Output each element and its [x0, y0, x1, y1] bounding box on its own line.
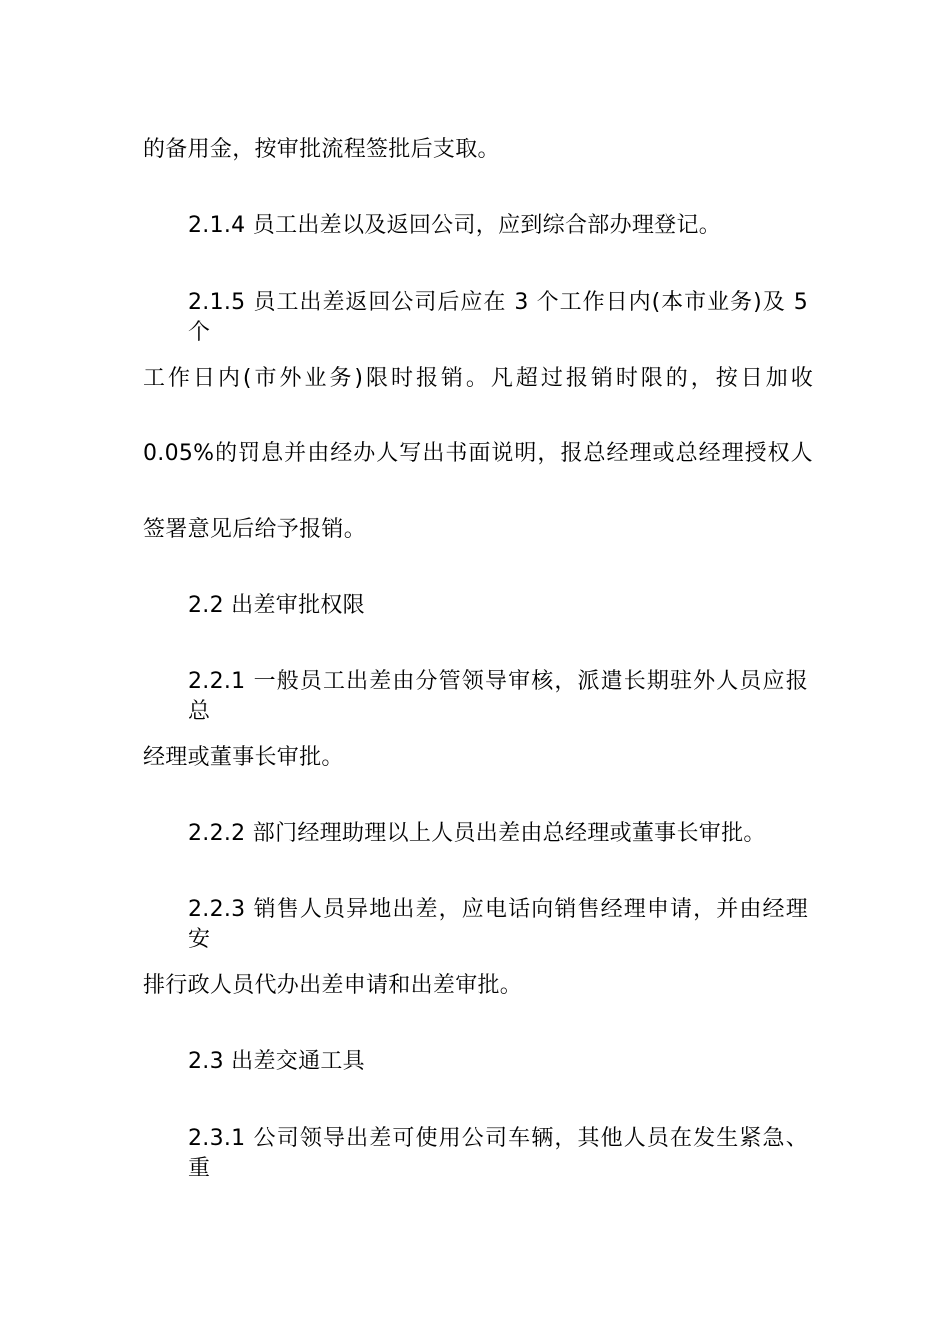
paragraph-line: 排行政人员代办出差申请和出差审批。 — [143, 973, 523, 998]
paragraph-line: 0.05%的罚息并由经办人写出书面说明，报总经理或总经理授权人 — [143, 441, 813, 466]
paragraph-line: 工作日内(市外业务)限时报销。凡超过报销时限的，按日加收 — [143, 366, 813, 391]
paragraph-line: 2.2.2 部门经理助理以上人员出差由总经理或董事长审批。 — [188, 821, 766, 846]
paragraph-line: 2.2.3 销售人员异地出差，应电话向销售经理申请，并由经理安 — [188, 897, 808, 952]
paragraph-line: 2.1.5 员工出差返回公司后应在 3 个工作日内(本市业务)及 5 个 — [188, 290, 808, 345]
paragraph-line: 经理或董事长审批。 — [143, 745, 344, 770]
paragraph-line: 2.2.1 一般员工出差由分管领导审核，派遣长期驻外人员应报总 — [188, 669, 808, 724]
section-heading: 2.2 出差审批权限 — [188, 593, 365, 618]
paragraph-line: 签署意见后给予报销。 — [143, 517, 367, 542]
paragraph-line: 的备用金，按审批流程签批后支取。 — [143, 137, 500, 162]
paragraph-line: 2.3.1 公司领导出差可使用公司车辆，其他人员在发生紧急、重 — [188, 1126, 808, 1181]
section-heading: 2.3 出差交通工具 — [188, 1049, 365, 1074]
paragraph-line: 2.1.4 员工出差以及返回公司，应到综合部办理登记。 — [188, 213, 722, 238]
